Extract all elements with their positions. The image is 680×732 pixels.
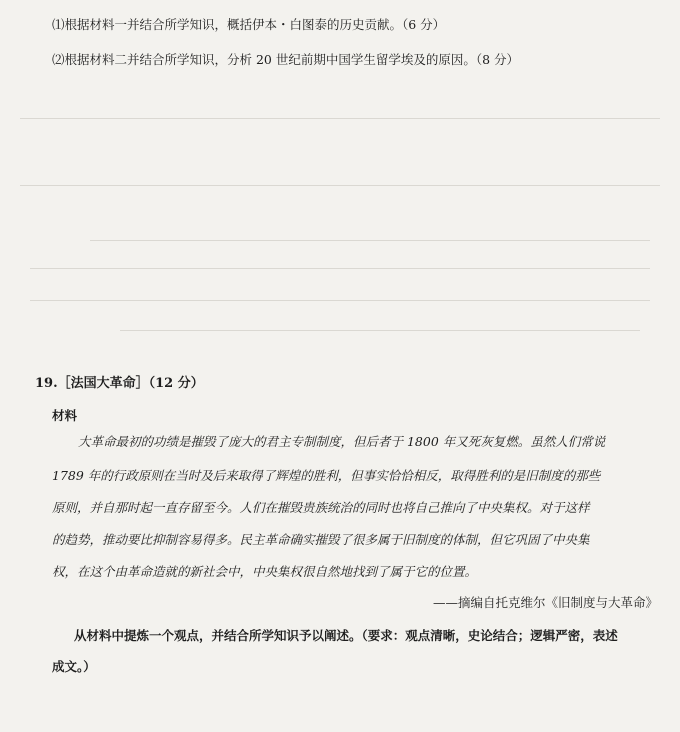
bleed-through-rule — [30, 268, 650, 269]
passage-line: 权，在这个由革命造就的新社会中，中央集权很自然地找到了属于它的位置。 — [52, 564, 478, 579]
question-part-1: ⑴根据材料一并结合所学知识，概括伊本・白图泰的历史贡献。（6 分） — [52, 17, 446, 32]
passage-line: 的趋势，推动要比抑制容易得多。民主革命确实摧毁了很多属于旧制度的体制，但它巩固了中央集 — [52, 532, 590, 547]
task-instruction-line: 成文。） — [52, 659, 96, 674]
passage-line: 大革命最初的功绩是摧毁了庞大的君主专制制度，但后者于 1800 年又死灰复燃。虽然人们常说 — [78, 434, 606, 449]
question-part-2: ⑵根据材料二并结合所学知识，分析 20 世纪前期中国学生留学埃及的原因。（8 分） — [52, 52, 520, 67]
passage-line: 1789 年的行政原则在当时及后来取得了辉煌的胜利，但事实恰恰相反，取得胜利的是旧制度的那些 — [52, 468, 601, 483]
passage-line: 原则，并自那时起一直存留至今。人们在摧毁贵族统治的同时也将自己推向了中央集权。对于这样 — [52, 500, 590, 515]
material-source: ——摘编自托克维尔《旧制度与大革命》 — [432, 595, 658, 610]
bleed-through-rule — [90, 240, 650, 241]
bleed-through-rule — [20, 118, 660, 119]
question-19-heading: 19.［法国大革命］（12 分） — [35, 376, 204, 391]
bleed-through-rule — [120, 330, 640, 331]
material-label: 材料 — [52, 408, 78, 423]
bleed-through-rule — [30, 300, 650, 301]
bleed-through-rule — [20, 185, 660, 186]
task-instruction-line: 从材料中提炼一个观点，并结合所学知识予以阐述。（要求：观点清晰，史论结合；逻辑严密，表述 — [74, 628, 618, 643]
